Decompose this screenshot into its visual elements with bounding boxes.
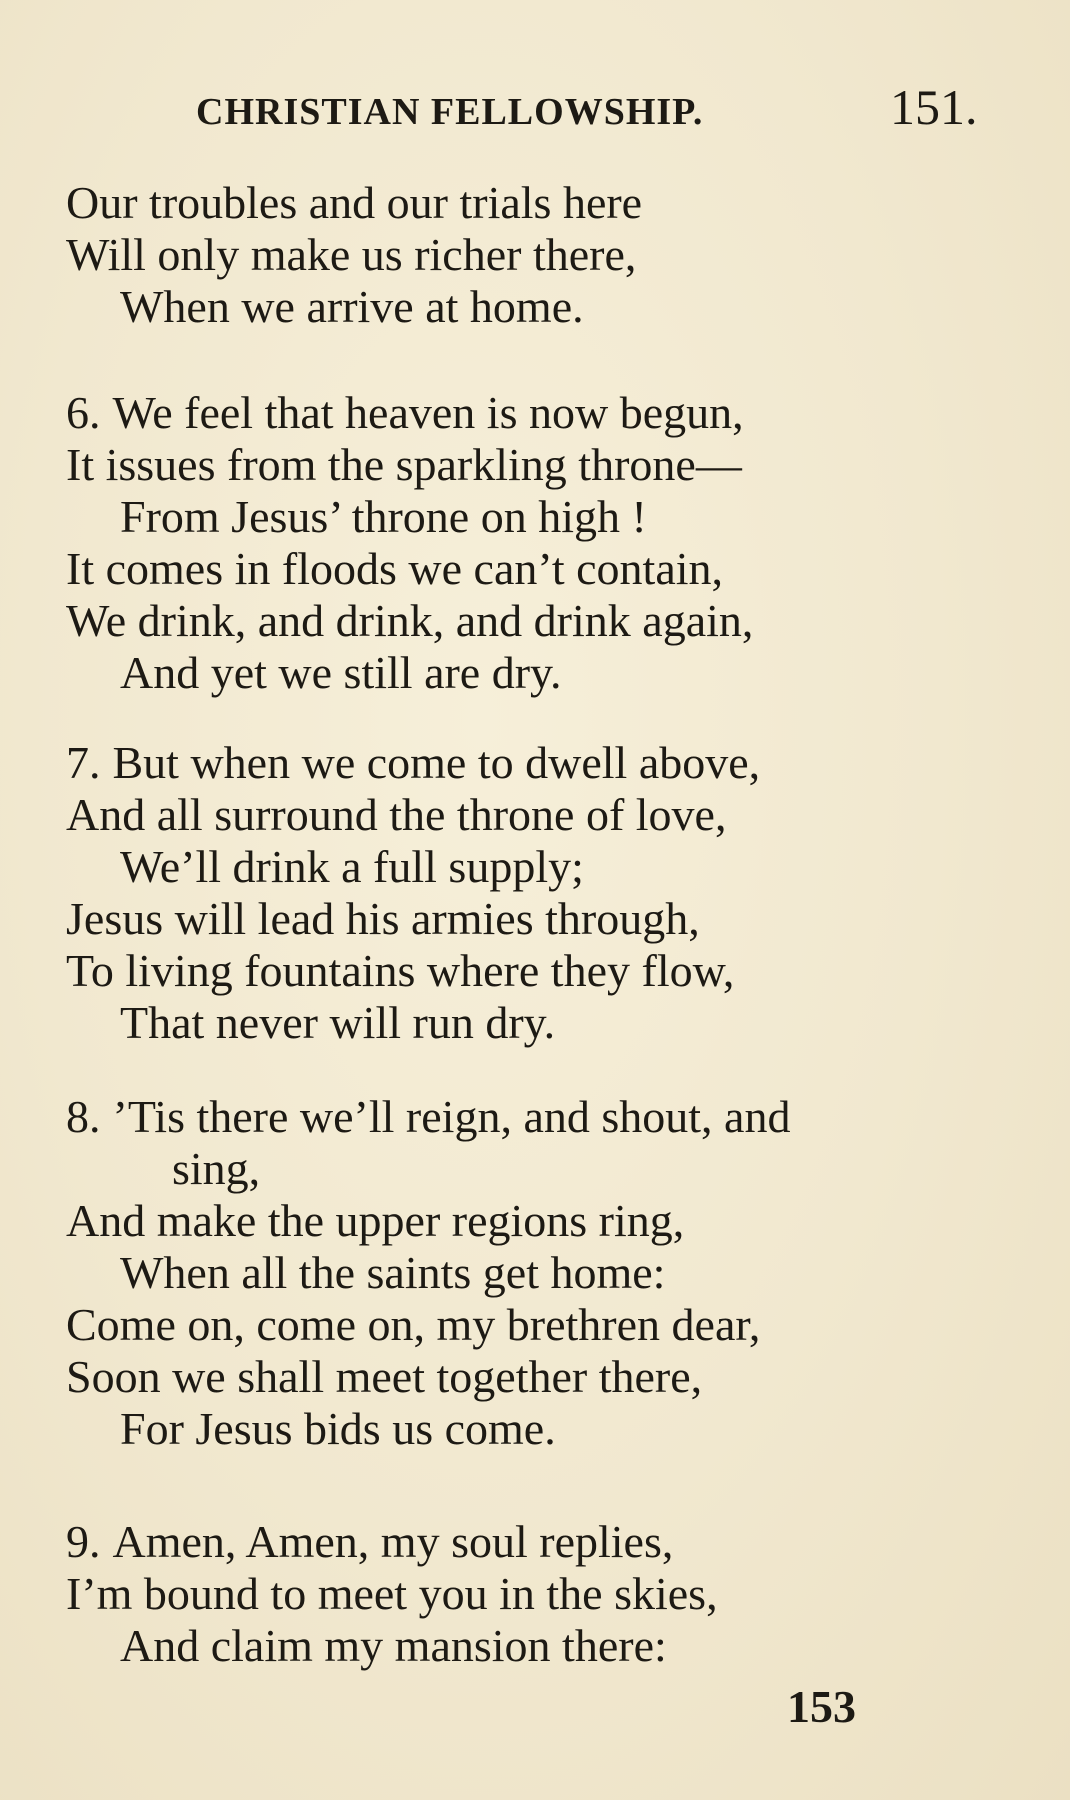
verse-line-numbered [66, 1091, 1026, 1143]
verse-line-text: ’Tis there we’ll reign, and shout, and [112, 1091, 791, 1142]
verse-line: And all surround the throne of love, [66, 789, 727, 840]
verse-line: Our troubles and our trials here [66, 177, 643, 228]
stanza-7 [66, 737, 1026, 1049]
verse-line-numbered [66, 387, 1026, 439]
verse-line: To living fountains where they flow, [66, 945, 735, 996]
verse-line: I’m bound to meet you in the skies, [66, 1568, 718, 1619]
printer-signature-mark: 153 [787, 1681, 856, 1732]
stanza-number: 9. [66, 1516, 101, 1567]
verse-line: When all the saints get home: [120, 1247, 666, 1298]
verse-line-text: We feel that heaven is now begun, [112, 387, 744, 438]
verse-line: And claim my mansion there: [120, 1620, 667, 1671]
stanza-8 [66, 1091, 1026, 1455]
verse-line: Soon we shall meet together there, [66, 1351, 703, 1402]
verse-line: That never will run dry. [120, 997, 556, 1048]
verse-line-runover: sing, [172, 1143, 261, 1194]
verse-line-text: Amen, Amen, my soul replies, [112, 1516, 674, 1567]
verse-line: Will only make us richer there, [66, 229, 637, 280]
stanza-6 [66, 387, 1026, 699]
verse-line: It comes in floods we can’t contain, [66, 543, 724, 594]
verse-line: And yet we still are dry. [120, 647, 562, 698]
stanza-5-continuation [66, 177, 1026, 333]
verse-line: It issues from the sparkling throne— [66, 439, 742, 490]
chapter-title: CHRISTIAN FELLOWSHIP. [196, 91, 704, 133]
verse-line-text: But when we come to dwell above, [112, 737, 761, 788]
stanza-number: 7. [66, 737, 101, 788]
verse-line: We’ll drink a full supply; [120, 841, 584, 892]
verse-line: Jesus will lead his armies through, [66, 893, 700, 944]
verse-line: From Jesus’ throne on high ! [120, 491, 647, 542]
stanza-number: 6. [66, 387, 101, 438]
page-number: 151. [890, 79, 978, 135]
verse-line-numbered [66, 1516, 1026, 1568]
verse-line: We drink, and drink, and drink again, [66, 595, 754, 646]
verse-line: When we arrive at home. [120, 281, 584, 332]
verse-line: And make the upper regions ring, [66, 1195, 685, 1246]
verse-line-numbered [66, 737, 1026, 789]
running-header [196, 78, 1016, 148]
verse-line: For Jesus bids us come. [120, 1403, 556, 1454]
stanza-number: 8. [66, 1091, 101, 1142]
stanza-9 [66, 1516, 1026, 1672]
verse-line: Come on, come on, my brethren dear, [66, 1299, 761, 1350]
